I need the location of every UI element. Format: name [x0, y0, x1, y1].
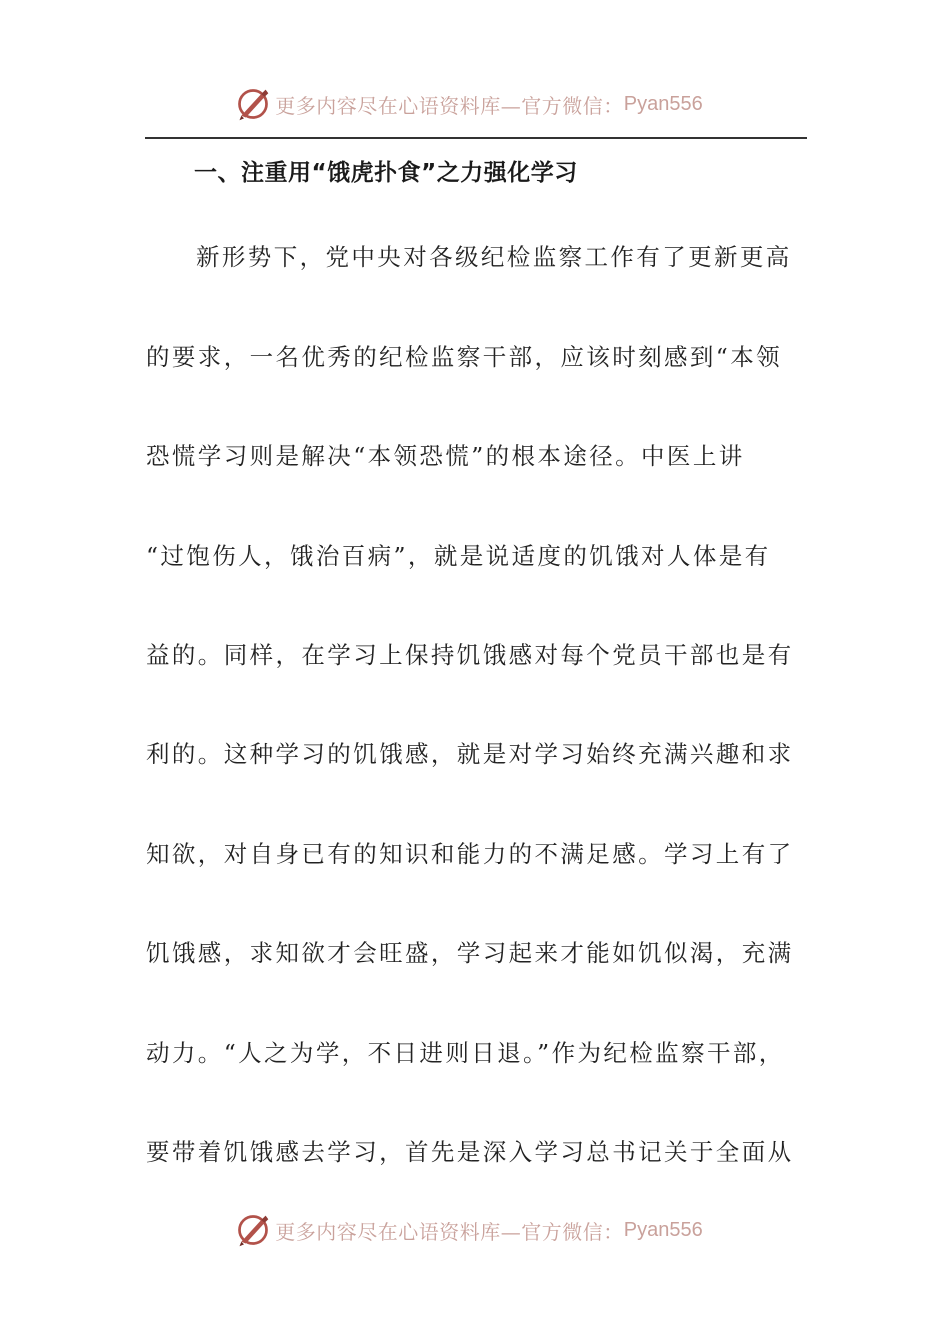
section-heading: 一、注重用“饿虎扑食”之力强化学习: [194, 160, 578, 186]
body-line: 益的。同样，在学习上保持饥饿感对每个党员干部也是有: [146, 641, 794, 669]
body-line: 的要求，一名优秀的纪检监察干部，应该时刻感到“本领: [146, 343, 783, 371]
body-line: 饥饿感，求知欲才会旺盛，学习起来才能如饥似渴，充满: [146, 939, 794, 967]
header-wechat-id: Pyan556: [623, 92, 703, 115]
header-divider: [145, 137, 807, 139]
body-line: “过饱伤人，饿治百病”，就是说适度的饥饿对人体是有: [146, 542, 771, 570]
footer-wechat-id: Pyan556: [623, 1218, 703, 1241]
body-line: 知欲，对自身已有的知识和能力的不满足感。学习上有了: [146, 840, 794, 868]
body-line: 动力。“人之为学，不日进则日退。”作为纪检监察干部，: [146, 1039, 785, 1067]
pen-logo-icon: [235, 1212, 271, 1248]
header-banner: [0, 84, 950, 124]
pen-logo-icon: [235, 86, 271, 122]
header-banner-text: 更多内容尽在心语资料库—官方微信：: [275, 93, 624, 118]
body-line: 要带着饥饿感去学习，首先是深入学习总书记关于全面从: [146, 1138, 794, 1166]
body-line: 利的。这种学习的饥饿感，就是对学习始终充满兴趣和求: [146, 740, 794, 768]
header-banner-content: [235, 86, 702, 122]
footer-banner: [0, 1210, 950, 1250]
footer-banner-content: [235, 1212, 702, 1248]
footer-banner-text: 更多内容尽在心语资料库—官方微信：: [275, 1219, 624, 1244]
body-line: 新形势下，党中央对各级纪检监察工作有了更新更高: [196, 243, 792, 271]
body-line: 恐慌学习则是解决“本领恐慌”的根本途径。中医上讲: [146, 442, 745, 470]
